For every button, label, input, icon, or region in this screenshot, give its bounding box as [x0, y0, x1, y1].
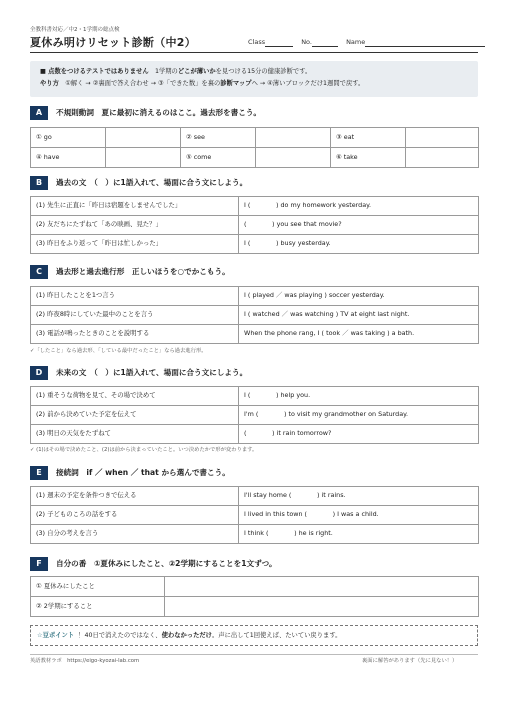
section-a-badge: A [30, 106, 48, 120]
intro-text: を見つける15分の健康診断です。 [215, 68, 312, 75]
intro-text: 1学期の [154, 68, 178, 75]
section-e-table [30, 486, 479, 544]
prompt-cell: (3) 昨日をふり返って「昨日は忙しかった」 [31, 235, 239, 254]
answer-cell[interactable]: I lived in this town ( ) I was a child. [239, 506, 479, 525]
intro-text: へ → ④薄いブロックだけ1週間で戻す。 [251, 80, 365, 87]
answer-cell[interactable]: I'll stay home ( ) it rains. [239, 487, 479, 506]
section-c-header [30, 265, 230, 279]
table-row [31, 197, 479, 216]
answer-cell[interactable] [165, 597, 479, 617]
prompt-cell: (2) 前から決めていた予定を伝えて [31, 406, 239, 425]
section-e-badge: E [30, 466, 48, 480]
prompt-cell: (1) 週末の予定を条件つきで伝える [31, 487, 239, 506]
table-row [31, 287, 479, 306]
table-row [31, 506, 479, 525]
answer-cell[interactable]: I ( played ／ was playing ) soccer yesterday. [239, 287, 479, 306]
table-row [31, 487, 479, 506]
intro-emphasis: どこが薄いか [177, 68, 216, 75]
section-a-table [30, 127, 479, 168]
answer-cell[interactable]: ( ) it rain tomorrow? [239, 425, 479, 444]
intro-box [30, 61, 478, 97]
section-d-header [30, 366, 247, 380]
table-row [31, 425, 479, 444]
prompt-cell: (2) 子どものころの話をする [31, 506, 239, 525]
table-row [31, 387, 479, 406]
section-d-table [30, 386, 479, 444]
howto-label: やり方 [40, 80, 59, 87]
prompt-cell: ② 2学期にすること [31, 597, 165, 617]
section-c-note: ✓「したこと」なら過去形、「している最中だったこと」なら過去進行形。 [30, 348, 207, 354]
prompt-cell: (2) 友だちにたずねて「あの映画、見た？」 [31, 216, 239, 235]
section-b-header [30, 176, 247, 190]
student-info-line [248, 39, 485, 47]
verb-label: ④ have [31, 148, 106, 168]
section-f-table [30, 576, 479, 617]
section-a-header [30, 106, 261, 120]
tip-text: ！40日で消えたのではなく、 [78, 631, 162, 639]
answer-cell[interactable]: I ( watched ／ was watching ) TV at eight last night. [239, 306, 479, 325]
table-row [31, 577, 479, 597]
answer-cell[interactable] [106, 128, 181, 148]
footer-answer-note: 裏面に解答があります（先に見ない！） [362, 658, 458, 664]
section-e-header [30, 466, 230, 480]
tip-box [30, 625, 478, 646]
answer-cell[interactable]: I'm ( ) to visit my grandmother on Saturday. [239, 406, 479, 425]
table-row [31, 525, 479, 544]
section-f-badge: F [30, 557, 48, 571]
prompt-cell: (1) 重そうな荷物を見て、その場で決めて [31, 387, 239, 406]
answer-cell[interactable]: I ( ) busy yesterday. [239, 235, 479, 254]
section-c-table [30, 286, 479, 344]
answer-cell[interactable]: When the phone rang, I ( took ／ was taking ) a bath. [239, 325, 479, 344]
section-f-header [30, 557, 277, 571]
prompt-cell: (3) 電話が鳴ったときのことを説明する [31, 325, 239, 344]
no-blank [312, 40, 338, 47]
answer-cell[interactable] [165, 577, 479, 597]
intro-emphasis: 診断マップ [220, 80, 252, 87]
class-blank [265, 40, 293, 47]
page-title: 夏休み明けリセット診断（中2） [30, 36, 197, 49]
prompt-cell: (3) 自分の考えを言う [31, 525, 239, 544]
table-row [31, 325, 479, 344]
tip-label: ☆豆ポイント [37, 631, 75, 639]
verb-label: ③ eat [331, 128, 406, 148]
section-b-table [30, 196, 479, 254]
section-a-title: 不規則動詞 夏に最初に消えるのはここ。過去形を書こう。 [56, 108, 262, 118]
tip-emphasis: 使わなかっただけ [161, 631, 212, 639]
no-label: No. [301, 38, 312, 46]
table-row [31, 406, 479, 425]
prompt-cell: (1) 昨日したことを1つ言う [31, 287, 239, 306]
tip-text: 。声に出して1回使えば、たいてい戻ります。 [211, 631, 342, 639]
answer-cell[interactable] [406, 128, 479, 148]
name-blank [365, 40, 485, 47]
prompt-cell: (1) 先生に正直に「昨日は宿題をしませんでした」 [31, 197, 239, 216]
top-note: 全教科書対応／中2・1学期の総点検 [30, 27, 120, 33]
section-c-badge: C [30, 265, 48, 279]
prompt-cell: (3) 明日の天気をたずねて [31, 425, 239, 444]
answer-cell[interactable] [406, 148, 479, 168]
intro-lead: ■ 点数をつけるテストではありません [40, 68, 149, 75]
table-row [31, 597, 479, 617]
section-e-title: 接続詞 if ／ when ／ that から選んで書こう。 [56, 468, 230, 478]
title-rule [30, 52, 478, 53]
intro-text: ①解く → ②裏面で答え合わせ → ③「できた数」を裏の [65, 80, 221, 87]
section-b-badge: B [30, 176, 48, 190]
prompt-cell: ① 夏休みにしたこと [31, 577, 165, 597]
answer-cell[interactable] [256, 148, 331, 168]
table-row [31, 306, 479, 325]
verb-label: ⑥ take [331, 148, 406, 168]
prompt-cell: (2) 昨夜8時にしていた最中のことを言う [31, 306, 239, 325]
section-d-note: ✓ (1)はその場で決めたこと、(2)は前から決まっていたこと。いつ決めたかで形が変わります。 [30, 447, 258, 453]
table-row [31, 235, 479, 254]
section-d-badge: D [30, 366, 48, 380]
answer-cell[interactable]: I think ( ) he is right. [239, 525, 479, 544]
section-d-title: 未来の文 （ ）に1語入れて、場面に合う文にしよう。 [56, 368, 248, 378]
answer-cell[interactable] [106, 148, 181, 168]
footer-credit: 英語教材ラボ https://eigo-kyozai-lab.com [30, 658, 140, 664]
answer-cell[interactable] [256, 128, 331, 148]
footer-rule [30, 654, 478, 655]
class-label: Class [248, 38, 266, 46]
answer-cell[interactable]: ( ) you see that movie? [239, 216, 479, 235]
section-b-title: 過去の文 （ ）に1語入れて、場面に合う文にしよう。 [56, 178, 248, 188]
section-f-title: 自分の番 ①夏休みにしたこと、②2学期にすることを1文ずつ。 [56, 559, 277, 569]
section-c-title: 過去形と過去進行形 正しいほうを○でかこもう。 [56, 267, 230, 277]
verb-label: ① go [31, 128, 106, 148]
table-row [31, 216, 479, 235]
verb-label: ② see [181, 128, 256, 148]
answer-cell[interactable]: I ( ) help you. [239, 387, 479, 406]
name-label: Name [346, 38, 366, 46]
intro-line-1 [40, 66, 468, 78]
verb-label: ⑤ come [181, 148, 256, 168]
answer-cell[interactable]: I ( ) do my homework yesterday. [239, 197, 479, 216]
intro-line-2 [40, 78, 468, 90]
